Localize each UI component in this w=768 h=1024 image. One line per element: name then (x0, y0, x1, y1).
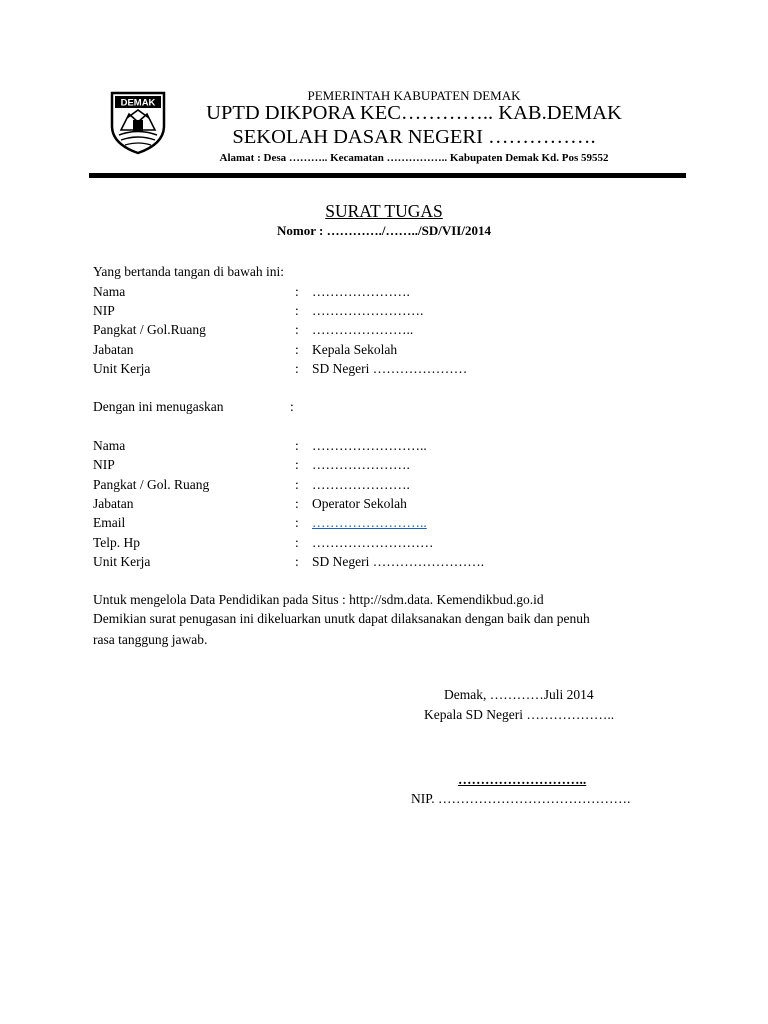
assignee-label: NIP (93, 457, 115, 472)
signer-label: NIP (93, 303, 115, 318)
email-link[interactable]: …………………….. (312, 515, 427, 530)
assignee-label: Unit Kerja (93, 554, 151, 569)
place-date: Demak, …………Juli 2014 (444, 687, 594, 702)
assignee-colon: : (295, 554, 299, 569)
letterhead-divider (89, 173, 686, 178)
signer-nip: NIP. ……………………………………. (411, 791, 631, 806)
school-name: SEKOLAH DASAR NEGERI ……………. (232, 126, 596, 148)
signer-colon: : (295, 322, 299, 337)
assignee-label: Nama (93, 438, 126, 453)
government-name: PEMERINTAH KABUPATEN DEMAK (307, 88, 521, 103)
signer-colon: : (295, 361, 299, 376)
assignee-colon: : (295, 496, 299, 511)
paragraph-line: Untuk mengelola Data Pendidikan pada Situs : http://sdm.data. Kemendikbud.go.id (93, 592, 544, 607)
signer-colon: : (295, 284, 299, 299)
signer-label: Unit Kerja (93, 361, 151, 376)
signer-colon: : (295, 342, 299, 357)
assign-colon: : (290, 399, 294, 414)
assign-label: Dengan ini menugaskan (93, 399, 224, 414)
assignee-value: …………………. (312, 457, 410, 472)
assignee-label: Telp. Hp (93, 535, 141, 550)
signer-colon: : (295, 303, 299, 318)
signer-label: Nama (93, 284, 126, 299)
signer-value: SD Negeri ………………… (312, 361, 468, 376)
assignee-colon: : (295, 535, 299, 550)
signer-label: Jabatan (93, 342, 134, 357)
intro-text: Yang bertanda tangan di bawah ini: (93, 264, 284, 279)
assignee-value: …………………….. (312, 438, 427, 453)
assignee-colon: : (295, 477, 299, 492)
document-title: SURAT TUGAS (325, 201, 443, 221)
assignee-label: Jabatan (93, 496, 134, 511)
assignee-label: Pangkat / Gol. Ruang (93, 477, 210, 492)
assignee-colon: : (295, 438, 299, 453)
signer-value: …………………. (312, 284, 410, 299)
assignee-value: ……………………… (312, 535, 434, 550)
assignee-value: SD Negeri ……………………. (312, 554, 485, 569)
signer-label: Pangkat / Gol.Ruang (93, 322, 206, 337)
signer-name: ……………………….. (458, 772, 587, 787)
assignee-value: …………………. (312, 477, 410, 492)
document-number: Nomor : …………./……../SD/VII/2014 (277, 223, 491, 238)
agency-name: UPTD DIKPORA KEC………….. KAB.DEMAK (206, 102, 622, 124)
signer-value: ………………….. (312, 322, 414, 337)
paragraph-line: Demikian surat penugasan ini dikeluarkan unutk dapat dilaksanakan dengan baik dan penuh (93, 611, 590, 626)
assignee-colon: : (295, 457, 299, 472)
assignee-label: Email (93, 515, 126, 530)
signer-value: Kepala Sekolah (312, 342, 398, 357)
signer-position: Kepala SD Negeri ……………….. (424, 707, 615, 722)
paragraph-line: rasa tanggung jawab. (93, 632, 208, 647)
logo-text: DEMAK (120, 97, 156, 109)
assignee-value: Operator Sekolah (312, 496, 407, 511)
assignee-colon: : (295, 515, 299, 530)
signer-value: ……………………. (312, 303, 424, 318)
school-address: Alamat : Desa ……….. Kecamatan …………….. Kabupaten Demak Kd. Pos 59552 (219, 152, 609, 164)
